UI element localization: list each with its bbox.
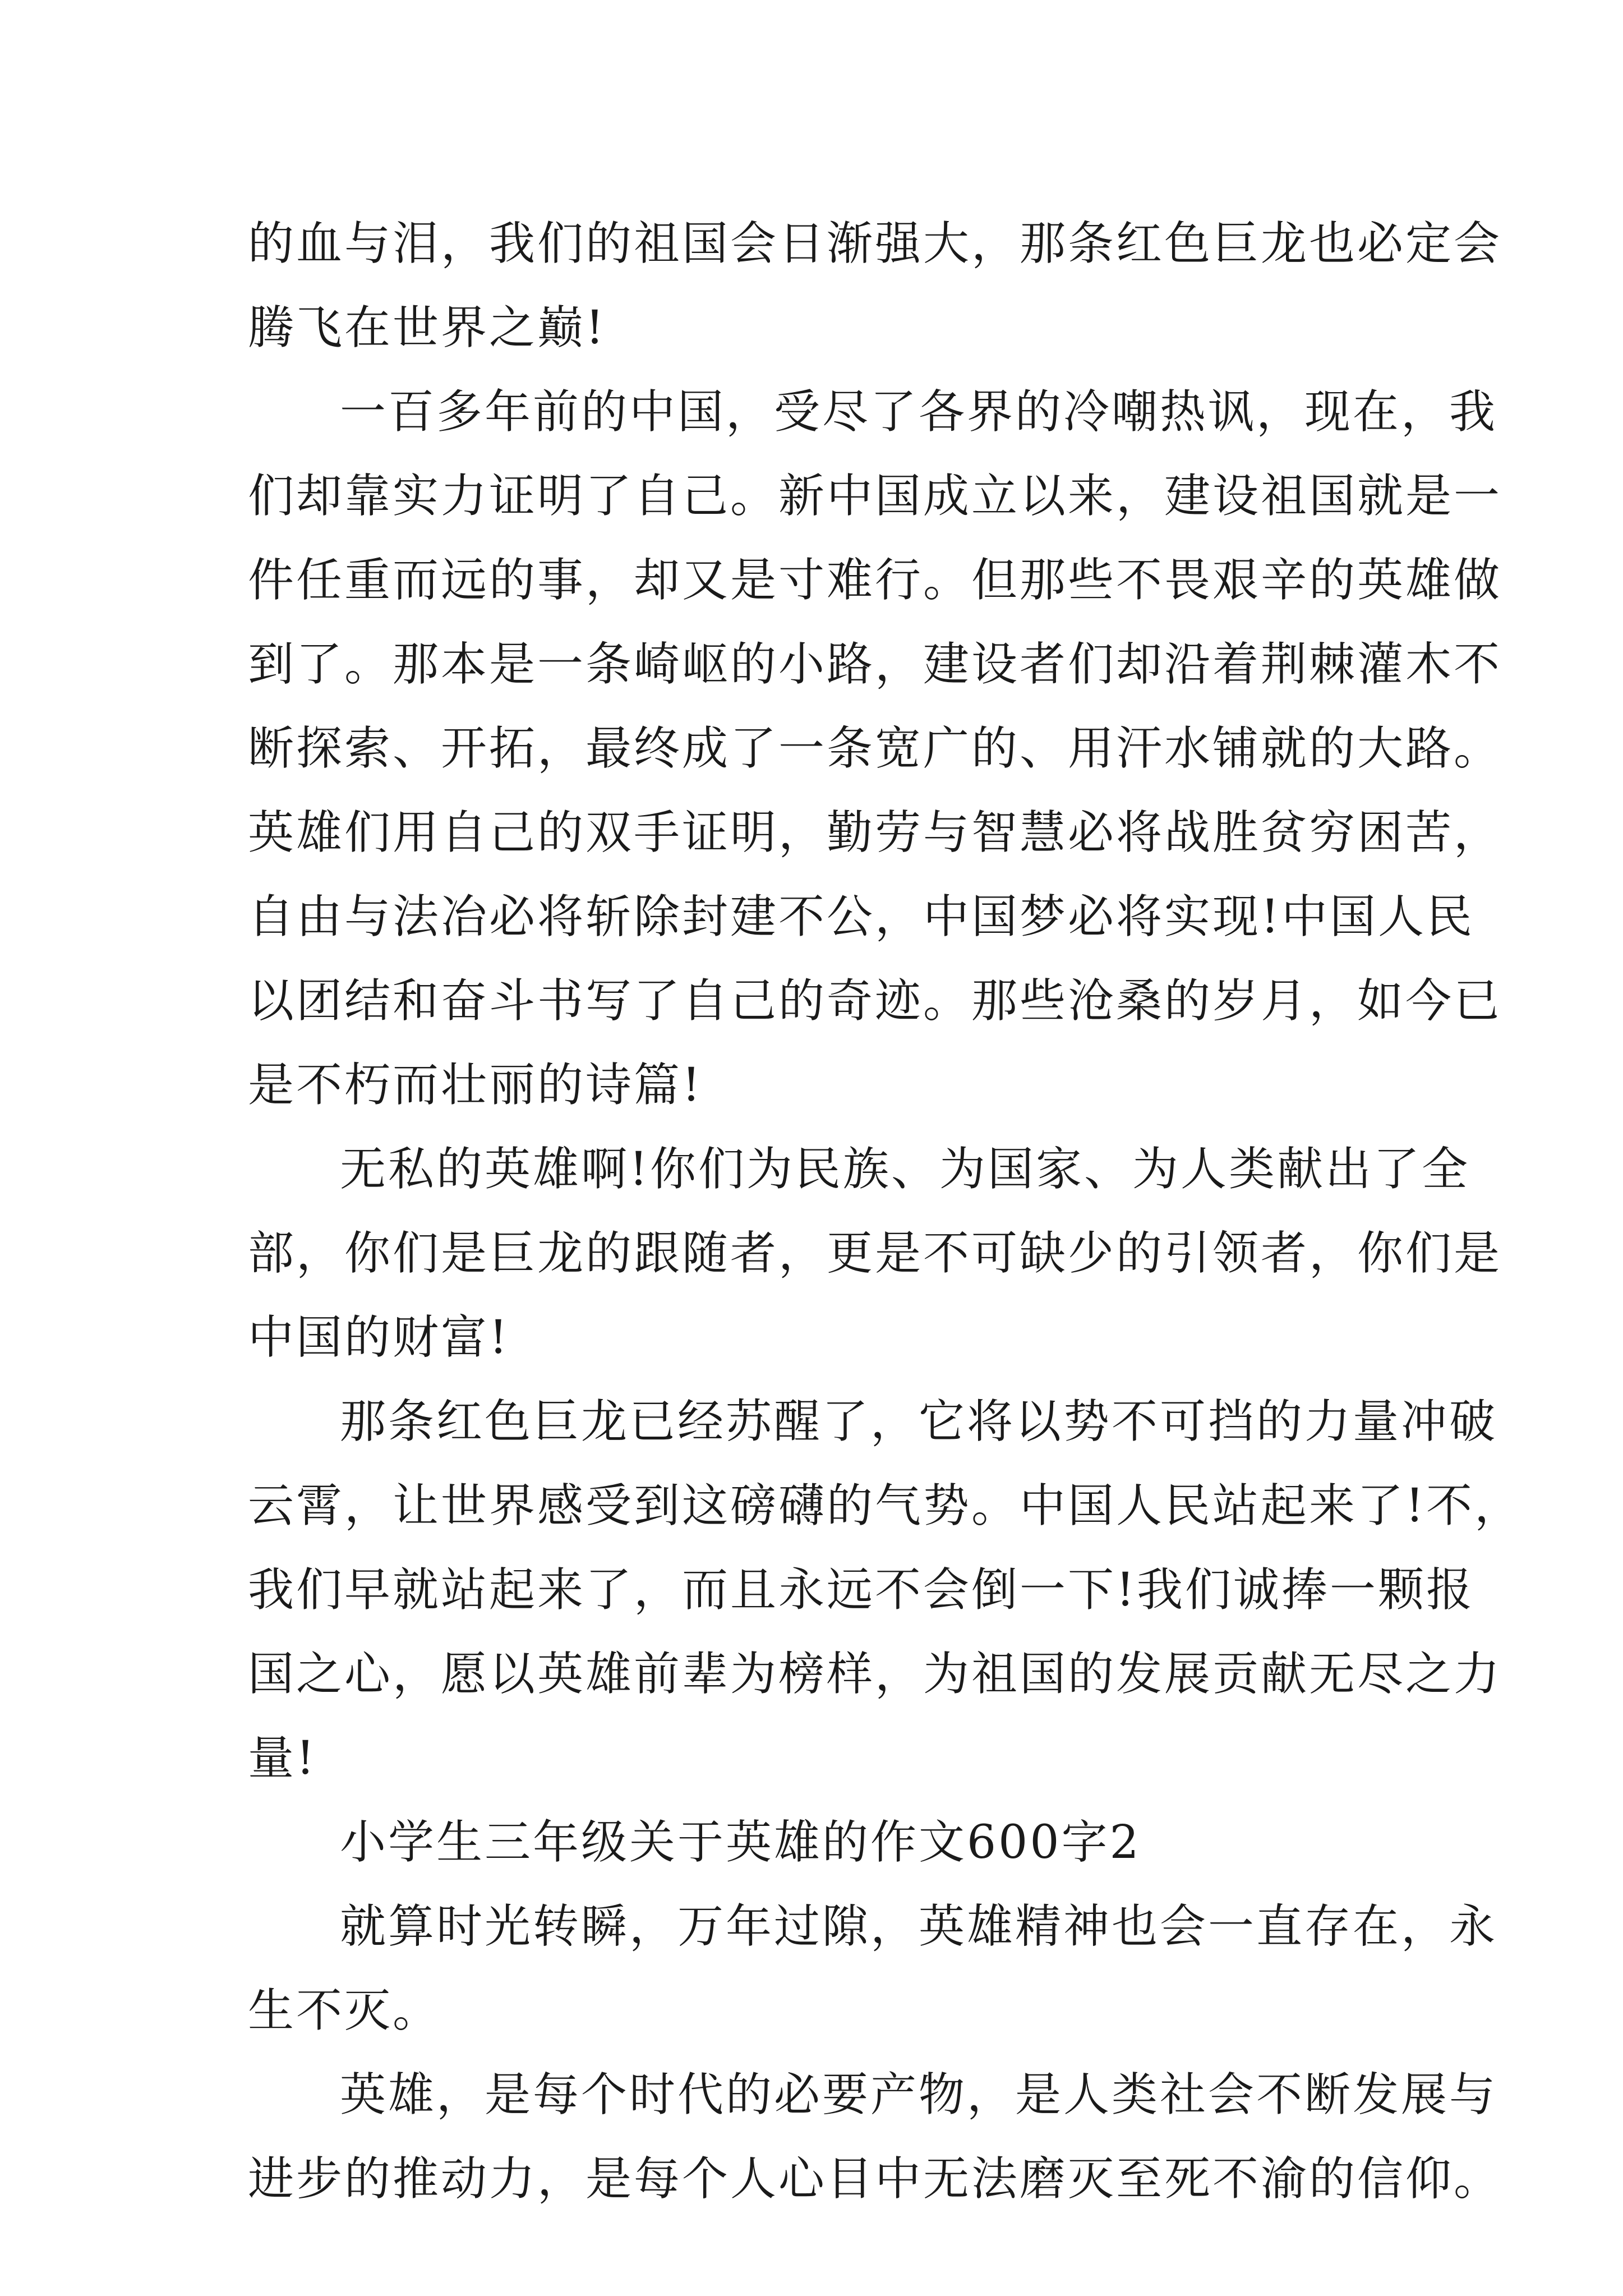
text-line: 国之心，愿以英雄前辈为榜样，为祖国的发展贡献无尽之力 [248,1648,1502,1701]
text-line: 英雄们用自己的双手证明，勤劳与智慧必将战胜贫穷困苦， [248,806,1502,859]
text-line: 断探索、开拓，最终成了一条宽广的、用汗水铺就的大路。 [248,722,1502,775]
text-line: 件任重而远的事，却又是寸难行。但那些不畏艰辛的英雄做 [248,554,1502,607]
text-line: 我们早就站起来了，而且永远不会倒一下!我们诚捧一颗报 [248,1563,1474,1617]
text-line: 到了。那本是一条崎岖的小路，建设者们却沿着荆棘灌木不 [248,638,1502,691]
text-line: 腾飞在世界之巅! [248,301,606,355]
text-line: 无私的英雄啊!你们为民族、为国家、为人类献出了全 [340,1143,1470,1196]
text-line: 中国的财富! [248,1311,510,1364]
text-line: 一百多年前的中国，受尽了各界的冷嘲热讽，现在，我 [340,385,1498,439]
text-line: 以团结和奋斗书写了自己的奇迹。那些沧桑的岁月，如今已 [248,974,1502,1028]
text-line: 云霄，让世界感受到这磅礴的气势。中国人民站起来了!不， [248,1479,1523,1533]
text-line: 是不朽而壮丽的诗篇! [248,1059,703,1112]
text-line: 进步的推动力，是每个人心目中无法磨灭至死不渝的信仰。 [248,2152,1502,2206]
section-heading: 小学生三年级关于英雄的作文600字2 [340,1816,1141,1869]
text-line: 英雄，是每个时代的必要产物，是人类社会不断发展与 [340,2068,1498,2122]
text-line: 那条红色巨龙已经苏醒了，它将以势不可挡的力量冲破 [340,1395,1498,1448]
text-line: 量! [248,1732,317,1785]
text-line: 就算时光转瞬，万年过隙，英雄精神也会一直存在，永 [340,1900,1498,1953]
text-line: 部，你们是巨龙的跟随者，更是不可缺少的引领者，你们是 [248,1227,1502,1280]
document-body [248,202,1523,2221]
text-line: 生不灭。 [248,1984,441,2037]
text-line: 们却靠实力证明了自己。新中国成立以来，建设祖国就是一 [248,470,1502,523]
text-line: 自由与法冶必将斩除封建不公，中国梦必将实现!中国人民 [248,890,1474,944]
text-line: 的血与泪，我们的祖国会日渐强大，那条红色巨龙也必定会 [248,217,1502,270]
